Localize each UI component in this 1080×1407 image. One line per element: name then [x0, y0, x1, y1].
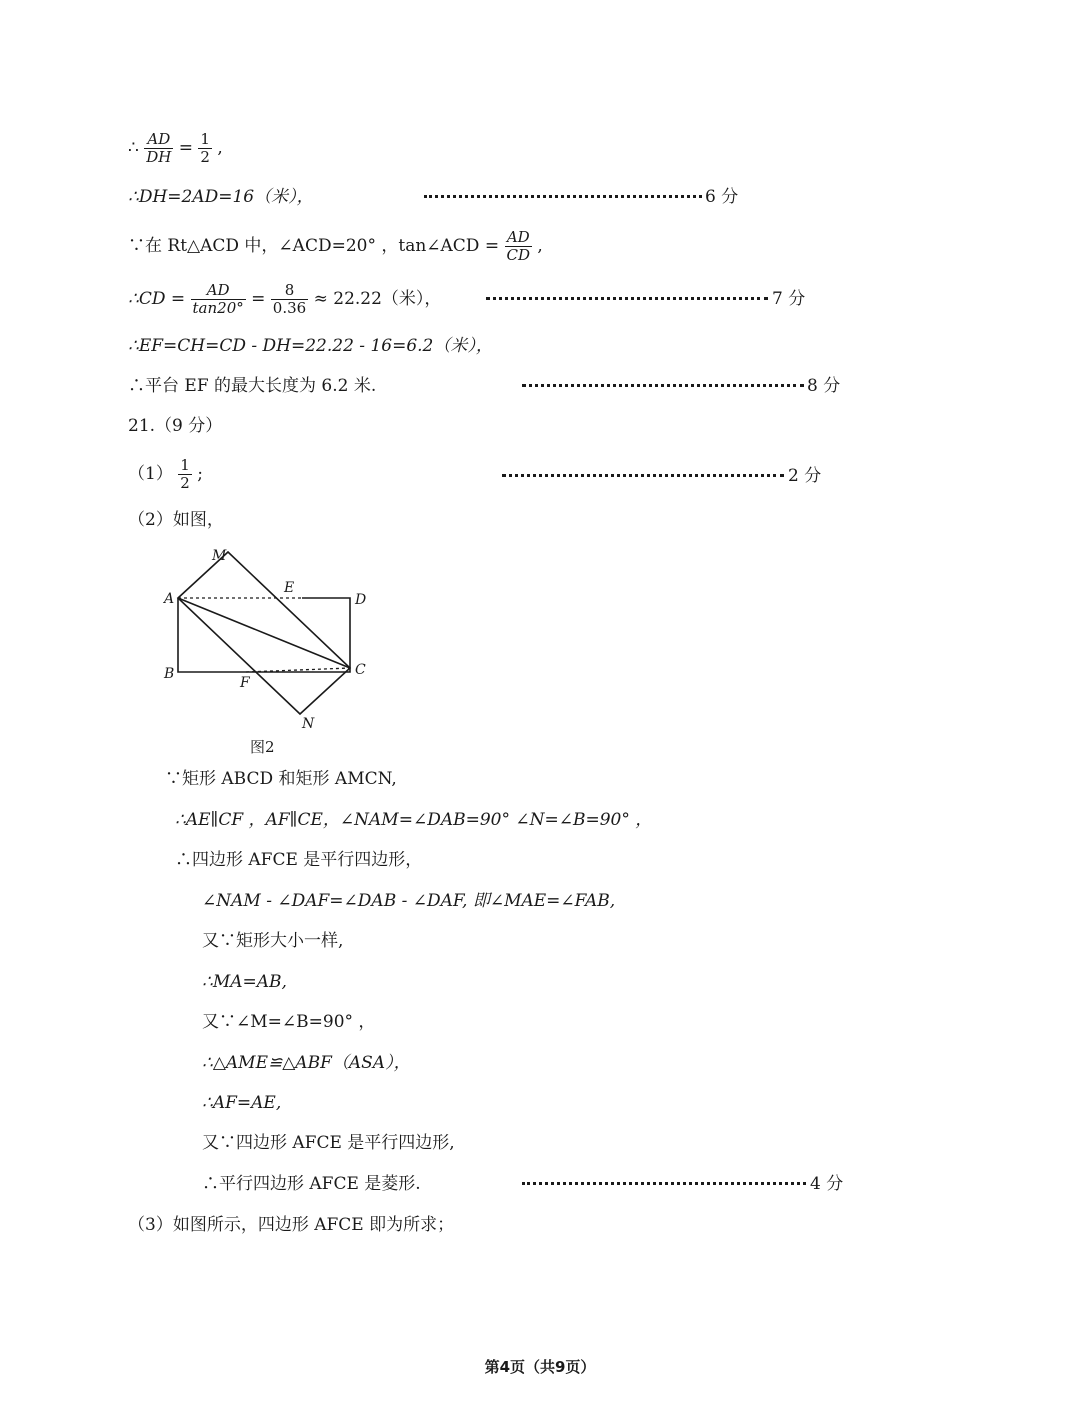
- fraction-numerator: AD: [191, 283, 246, 300]
- score-leader-dots: [486, 297, 768, 300]
- score-8: 8 分: [807, 376, 841, 396]
- page-footer: 第4页（共9页）: [484, 1358, 596, 1376]
- score-4: 4 分: [810, 1174, 844, 1194]
- score-7: 7 分: [772, 289, 806, 309]
- fraction-numerator: 1: [200, 130, 210, 148]
- geometry-figure-2: [160, 542, 390, 732]
- part-2-heading: （2）如图，: [128, 510, 224, 530]
- fraction-ad-cd: [505, 230, 533, 263]
- label-d: D: [355, 592, 367, 608]
- semicolon: ;: [197, 464, 203, 484]
- fraction-denominator: 2: [200, 148, 210, 166]
- question-21-heading: 21.（9 分）: [128, 416, 223, 436]
- score-2: 2 分: [788, 466, 822, 486]
- step-ratio-ad-dh: [128, 132, 223, 165]
- score-6: 6 分: [705, 187, 739, 207]
- proof-step-3: ∴四边形 AFCE 是平行四边形，: [175, 850, 423, 870]
- proof-step-10: 又∵四边形 AFCE 是平行四边形,: [202, 1133, 455, 1153]
- therefore-symbol: ∴: [128, 138, 139, 158]
- cd-equals: ∴CD =: [128, 289, 186, 309]
- fraction-denominator: 0.36: [272, 299, 307, 317]
- part-3-heading: （3）如图所示，四边形 AFCE 即为所求；: [128, 1215, 455, 1235]
- fraction-denominator: tan20°: [192, 299, 244, 317]
- label-f: F: [240, 675, 250, 691]
- step-cd-value: [128, 283, 441, 316]
- label-n: N: [302, 716, 315, 732]
- approx-value: ≈ 22.22（米），: [313, 289, 442, 309]
- fraction-denominator: 2: [180, 474, 190, 492]
- fraction-denominator: DH: [146, 148, 172, 166]
- proof-step-8: ∴△AME≌△ABF（ASA），: [202, 1053, 411, 1073]
- tan-acd-text: ∵在 Rt△ACD 中，∠ACD=20° ，tan∠ACD =: [128, 236, 500, 256]
- label-m: M: [212, 548, 227, 564]
- proof-step-6: ∴MA=AB,: [202, 972, 287, 992]
- comma: ,: [537, 236, 543, 256]
- proof-step-9: ∴AF=AE,: [202, 1093, 282, 1113]
- comma: ,: [217, 138, 223, 158]
- proof-step-4: ∠NAM - ∠DAF=∠DAB - ∠DAF, 即∠MAE=∠FAB,: [202, 891, 616, 911]
- fraction-numerator: AD: [505, 230, 533, 247]
- label-c: C: [355, 662, 366, 678]
- score-leader-dots: [424, 195, 702, 198]
- part-1-answer: [128, 458, 203, 491]
- step-dh-value: ∴DH=2AD=16（米），: [128, 187, 314, 207]
- part-1-label: （1）: [128, 464, 173, 484]
- fraction-denominator: CD: [506, 246, 531, 264]
- step-ef-conclusion: ∴平台 EF 的最大长度为 6.2 米.: [128, 376, 377, 396]
- fraction-numerator: 8: [271, 283, 308, 300]
- fraction-ad-tan20: [191, 283, 246, 316]
- proof-step-5: 又∵矩形大小一样,: [202, 931, 344, 951]
- fraction-ad-dh: [144, 132, 173, 165]
- step-tan-acd: [128, 230, 543, 263]
- fraction-one-half: [198, 132, 212, 165]
- label-b: B: [164, 666, 175, 682]
- equals-sign: =: [251, 289, 266, 309]
- figure-caption: 图2: [250, 738, 275, 756]
- proof-step-11: ∴平行四边形 AFCE 是菱形.: [202, 1174, 421, 1194]
- fraction-8-036: [271, 283, 308, 316]
- equals-sign: =: [178, 138, 193, 158]
- label-e: E: [284, 580, 295, 596]
- score-leader-dots: [502, 474, 784, 477]
- step-ef-value: ∴EF=CH=CD - DH=22.22 - 16=6.2（米），: [128, 336, 493, 356]
- label-a: A: [164, 591, 175, 607]
- proof-step-2: ∴AE∥CF ，AF∥CE，∠NAM=∠DAB=90° ∠N=∠B=90° ，: [175, 810, 653, 830]
- fraction-one-half: [178, 458, 192, 491]
- diagonal-ac: [178, 598, 350, 668]
- fraction-numerator: AD: [144, 132, 173, 149]
- fraction-numerator: 1: [180, 456, 190, 474]
- proof-step-7: 又∵∠M=∠B=90° ，: [202, 1012, 376, 1032]
- proof-step-1: ∵矩形 ABCD 和矩形 AMCN,: [165, 769, 397, 789]
- score-leader-dots: [522, 384, 804, 387]
- score-leader-dots: [522, 1182, 806, 1185]
